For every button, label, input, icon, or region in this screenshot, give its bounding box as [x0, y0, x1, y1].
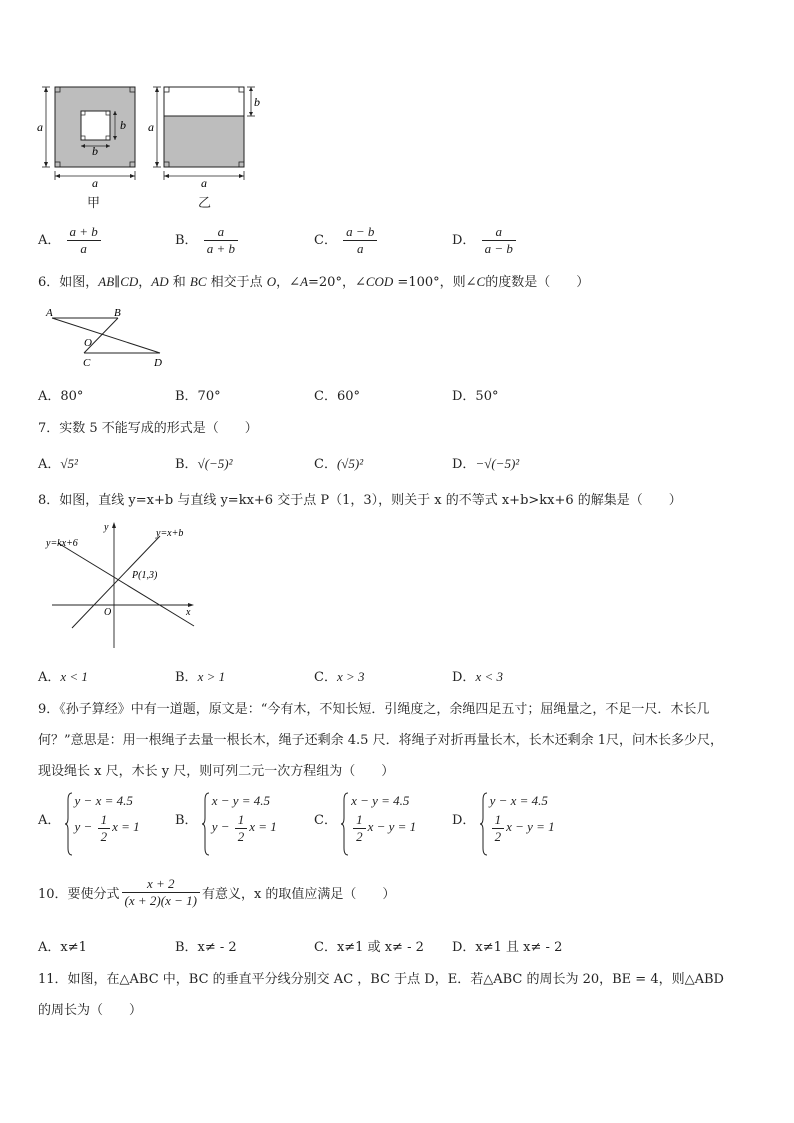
q7-option-c-letter: C．: [314, 457, 337, 472]
jia-left-a: a: [37, 120, 43, 134]
q5-option-d-letter: D．: [452, 233, 476, 248]
q6-stem-parallel: ∥: [114, 275, 121, 290]
q6-stem-c: C: [476, 274, 486, 289]
q9-option-a-letter: A．: [38, 812, 61, 828]
q11-stem-line1: 11．如图，在△ABC 中，BC 的垂直平分线分别交 AC ，BC 于点 D，E．若△ABC 的周长为 20，BE = 4，则△ABD: [38, 972, 724, 987]
q9-option-c[interactable]: [314, 792, 416, 845]
q7-option-d-expr: −√(−5)²: [475, 456, 520, 471]
brace-icon: [65, 792, 73, 856]
q8-label-line2: y=x+b: [156, 528, 184, 539]
q9-d-row2-post: x − y = 1: [506, 819, 555, 834]
q6-figure: [40, 305, 175, 370]
q10-stem-a: 10．要使分式: [38, 887, 120, 902]
q8-option-c-letter: C．: [314, 670, 337, 685]
q5-option-d-fraction: [482, 224, 516, 257]
q9-stem-line1: 9．《孙子算经》中有一道题，原文是：“今有木，不知长短．引绳度之，余绳四足五寸；屈绳量之，不足一尺．木长几: [38, 702, 710, 717]
q9-b-row1: x − y = 4.5: [211, 793, 271, 808]
q7-option-d[interactable]: [452, 453, 519, 472]
q9-c-row1: x − y = 4.5: [351, 793, 410, 808]
q7-option-d-letter: D．: [452, 457, 476, 472]
q9-d-half: [492, 812, 505, 845]
q8-label-origin: O: [104, 607, 112, 618]
q10-den: (x + 2)(x − 1): [124, 893, 197, 908]
q10-option-c[interactable]: C．x≠1 或 x≠ - 2: [314, 940, 424, 955]
q5-b-den: a + b: [206, 241, 235, 256]
q5-d-den: a − b: [484, 241, 513, 256]
figure-yi-caption: 乙: [198, 196, 212, 211]
jia-bottom-a: a: [92, 176, 98, 190]
q5-option-b[interactable]: [175, 224, 240, 257]
figure-yi: [150, 80, 265, 188]
q9-c-half: [353, 812, 366, 845]
q8-label-point: P(1,3): [132, 570, 158, 581]
q6-stem-o: O: [266, 274, 277, 289]
q5-option-b-fraction: [204, 224, 238, 257]
figure-jia-caption: 甲: [87, 196, 101, 211]
q9-b-row2-pre: y −: [211, 819, 233, 834]
q9-c-half-den: 2: [356, 828, 363, 844]
q8-option-d-letter: D．: [452, 670, 476, 685]
q9-b-half-num: 1: [235, 812, 248, 829]
yi-left-a: a: [148, 120, 154, 134]
q5-option-c[interactable]: [314, 224, 379, 257]
q9-b-row2-post: x = 1: [249, 819, 277, 834]
q9-c-half-num: 1: [353, 812, 366, 829]
q9-a-half-num: 1: [98, 812, 111, 829]
q8-option-a-expr: x < 1: [60, 669, 88, 684]
q9-option-b-system: [202, 792, 277, 845]
q9-option-b[interactable]: [175, 792, 277, 845]
q6-stem-a: A: [300, 274, 309, 289]
q8-stem: 8．如图，直线 y=x+b 与直线 y=kx+6 交于点 P（1，3），则关于 x 的不等式 x+b>kx+6 的解集是（ ）: [38, 493, 682, 508]
q5-c-den: a: [356, 241, 364, 256]
q7-option-c[interactable]: [314, 453, 363, 472]
q9-b-half: [235, 812, 248, 845]
q10-option-d[interactable]: D．x≠1 且 x≠ - 2: [452, 940, 563, 955]
q9-d-row1: y − x = 4.5: [489, 793, 548, 808]
q9-option-b-letter: B．: [175, 812, 198, 828]
q8-figure: [44, 518, 204, 653]
q5-option-d[interactable]: [452, 224, 518, 257]
q6-option-c[interactable]: C．60°: [314, 389, 360, 404]
q6-stem-ad: AD: [151, 274, 169, 289]
q9-option-a[interactable]: [38, 792, 140, 845]
yi-right-b: b: [254, 95, 260, 109]
q5-option-a[interactable]: [38, 224, 103, 257]
q6-stem-prefix: 6．如图，: [38, 275, 99, 290]
q9-option-d[interactable]: [452, 792, 555, 845]
q6-stem-intersect: 相交于点: [206, 275, 267, 290]
q9-option-c-letter: C．: [314, 812, 337, 828]
q7-stem: 7．实数 5 不能写成的形式是（ ）: [38, 421, 258, 436]
q7-option-a[interactable]: [38, 453, 78, 472]
q8-option-a[interactable]: [38, 666, 88, 685]
q9-option-a-system: [65, 792, 140, 845]
q8-option-a-letter: A．: [38, 670, 61, 685]
q5-c-num: a − b: [343, 224, 377, 241]
q9-stem-line2: 何？”意思是：用一根绳子去量一根长木，绳子还剩余 4.5 尺．将绳子对折再量长木，长木还剩余 1尺，问木长多少尺，: [38, 733, 723, 748]
q8-option-b-letter: B．: [175, 670, 198, 685]
q7-option-b[interactable]: [175, 453, 233, 472]
q5-option-a-letter: A．: [38, 233, 61, 248]
q6-stem-bc: BC: [189, 274, 207, 289]
q10-option-b[interactable]: B．x≠ - 2: [175, 940, 237, 955]
q6-stem-angle2: =20°，∠: [308, 275, 366, 290]
q6-stem-angle1: ，∠: [276, 275, 301, 290]
q8-label-line1: y=kx+6: [46, 538, 78, 549]
q9-option-d-letter: D．: [452, 812, 476, 828]
q8-option-b-expr: x > 1: [197, 669, 226, 684]
brace-icon: [202, 792, 210, 856]
q8-label-y: y: [104, 522, 109, 533]
q6-stem-and: 和: [168, 275, 190, 290]
jia-inner-b-bottom: b: [92, 144, 98, 158]
q8-option-b[interactable]: [175, 666, 225, 685]
q6-option-d[interactable]: D．50°: [452, 389, 499, 404]
q6-stem: [38, 271, 589, 290]
q6-stem-then: =100°，则∠: [393, 275, 477, 290]
q6-option-b[interactable]: B．70°: [175, 389, 221, 404]
q5-a-den: a: [80, 241, 87, 256]
q9-option-c-system: [341, 792, 416, 845]
q6-stem-cd: CD: [120, 274, 139, 289]
q8-label-x: x: [186, 607, 191, 618]
q10-num: x + 2: [122, 876, 200, 893]
q6-stem-comma: ，: [138, 275, 152, 290]
q11-stem-line2: 的周长为（ ）: [38, 1003, 143, 1018]
q9-d-half-num: 1: [492, 812, 505, 829]
q10-fraction: [122, 876, 200, 909]
q6-label-o: O: [84, 337, 92, 349]
q10-stem: [38, 876, 395, 909]
q6-label-a: A: [46, 307, 53, 319]
q7-option-b-expr: √(−5)²: [197, 456, 233, 471]
q5-option-a-fraction: [67, 224, 101, 257]
q5-option-c-fraction: [343, 224, 377, 257]
q5-d-num: a: [482, 224, 516, 241]
q6-stem-cod: COD: [365, 274, 394, 289]
q7-option-b-letter: B．: [175, 457, 198, 472]
q8-option-d[interactable]: [452, 666, 503, 685]
q9-a-half: [98, 812, 111, 845]
q6-label-c: C: [83, 357, 91, 369]
q5-option-c-letter: C．: [314, 233, 337, 248]
q6-label-b: B: [114, 307, 121, 319]
figure-jia: [36, 80, 146, 188]
q7-option-c-expr: (√5)²: [336, 456, 364, 471]
q5-option-b-letter: B．: [175, 233, 198, 248]
q8-option-c[interactable]: [314, 666, 365, 685]
q7-option-a-expr: √5²: [60, 456, 78, 471]
q9-d-half-den: 2: [494, 828, 502, 844]
q9-c-row2-post: x − y = 1: [367, 819, 417, 834]
q9-a-row2-pre: y −: [74, 819, 96, 834]
q10-stem-b: 有意义，x 的取值应满足（ ）: [201, 887, 396, 902]
q8-option-c-expr: x > 3: [336, 669, 365, 684]
q6-stem-ab: AB: [98, 274, 115, 289]
q7-option-a-letter: A．: [38, 457, 61, 472]
q9-stem-line3: 现设绳长 x 尺，木长 y 尺，则可列二元一次方程组为（ ）: [38, 764, 395, 779]
q10-option-a[interactable]: A．x≠1: [38, 940, 87, 955]
q5-a-num: a + b: [67, 224, 101, 241]
q9-b-half-den: 2: [237, 828, 245, 844]
jia-inner-b-right: b: [120, 118, 126, 132]
q8-option-d-expr: x < 3: [475, 669, 503, 684]
q6-stem-suffix: 的度数是（ ）: [485, 275, 590, 290]
q9-a-row2-post: x = 1: [112, 819, 140, 834]
q6-option-a[interactable]: A．80°: [38, 389, 84, 404]
yi-bottom-a: a: [201, 176, 207, 190]
q9-option-d-system: [480, 792, 555, 845]
brace-icon: [480, 792, 488, 856]
q6-label-d: D: [154, 357, 162, 369]
brace-icon: [341, 792, 349, 856]
q9-a-half-den: 2: [100, 828, 108, 844]
q5-b-num: a: [204, 224, 238, 241]
q9-a-row1: y − x = 4.5: [74, 793, 133, 808]
